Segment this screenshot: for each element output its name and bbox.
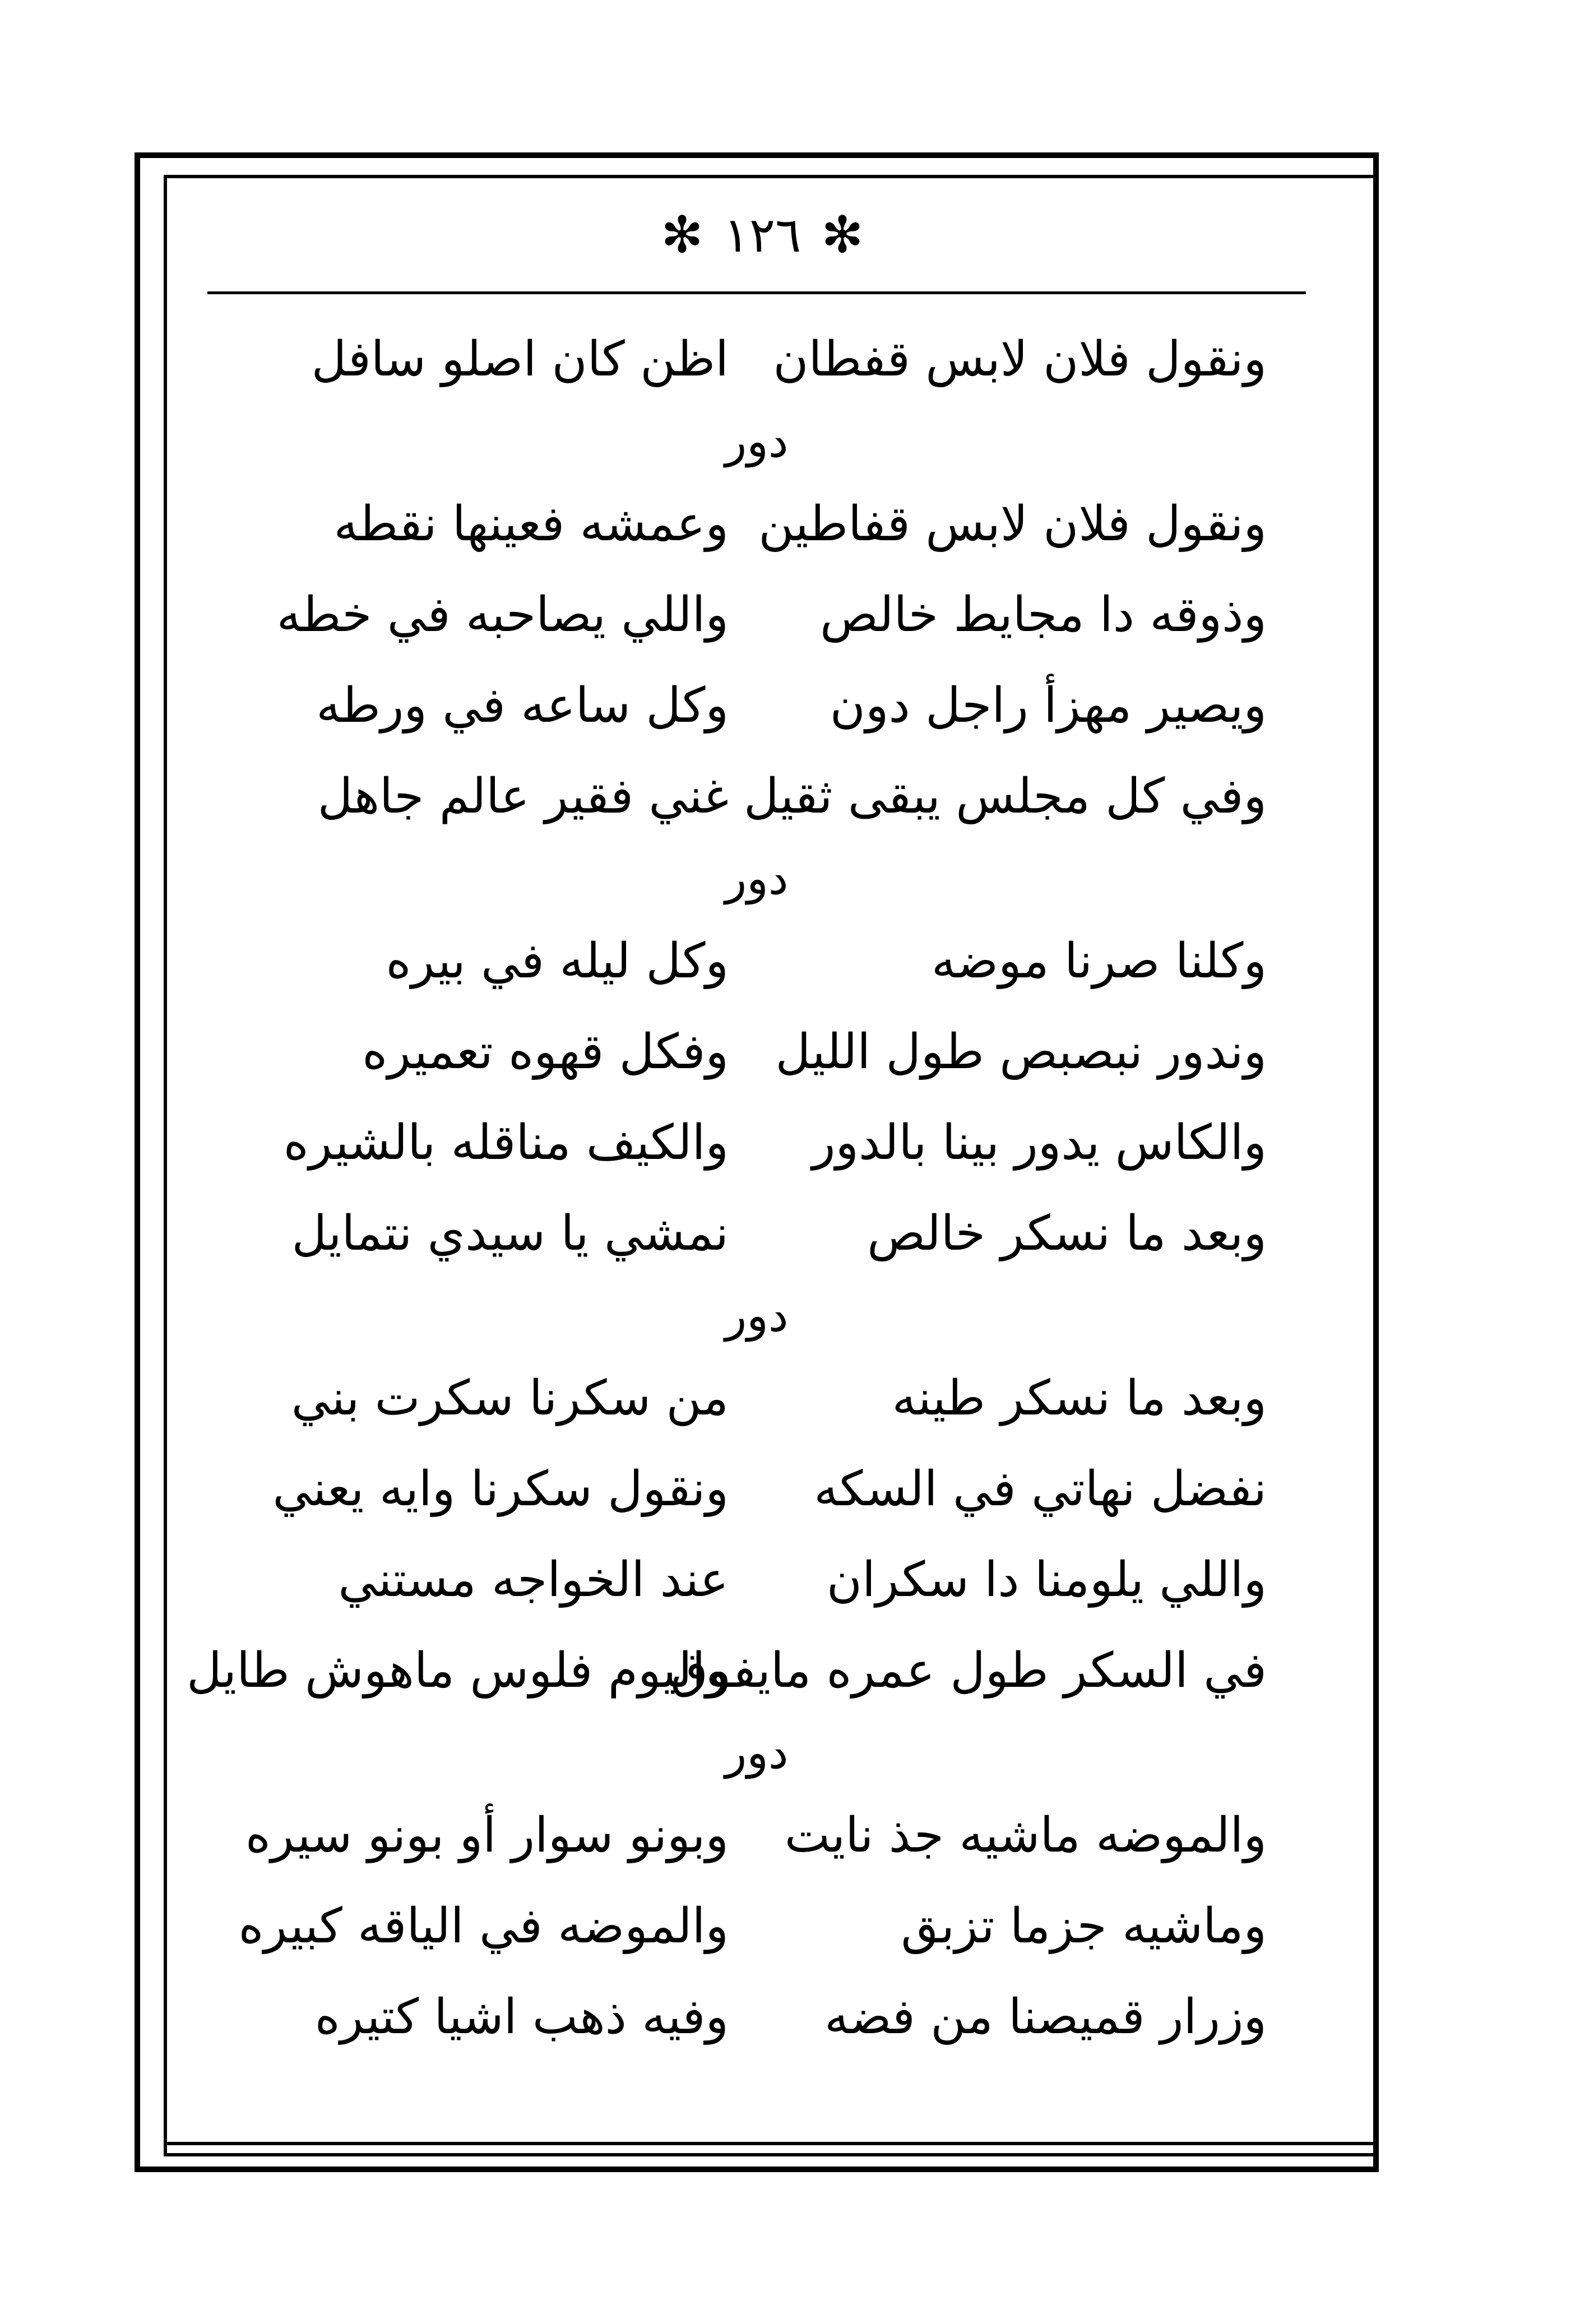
verse (247, 1188, 1267, 1279)
poem (187, 314, 1267, 2062)
second-hemistich: وكل ليله في بيره (386, 933, 729, 989)
second-hemistich: والموضه في الياقه كبيره (238, 1898, 729, 1954)
first-hemistich: ونقول فلان لابس قفاطين (758, 496, 1267, 552)
section-label: دور (725, 415, 789, 467)
verse (238, 1881, 1267, 1972)
second-hemistich: واللي يصاحبه في خطه (276, 587, 729, 643)
second-hemistich: والكيف مناقله بالشيره (283, 1115, 729, 1171)
first-hemistich: ويصير مهزأ راجل دون (830, 678, 1267, 734)
first-hemistich: في السكر طول عمره مايفوق (670, 1643, 1267, 1699)
first-hemistich: والكاس يدور بينا بالدور (812, 1115, 1267, 1171)
first-hemistich: نفضل نهاتي في السكه (814, 1461, 1267, 1517)
section-label: دور (725, 852, 789, 904)
second-hemistich: عند الخواجه مستني (338, 1552, 729, 1608)
verse (247, 1534, 1267, 1625)
first-hemistich: وفي كل مجلس يبقى ثقيل (743, 768, 1267, 824)
verse (187, 1625, 1267, 1716)
section-label: دور (725, 1727, 789, 1779)
verse (247, 1444, 1267, 1534)
second-hemistich: وكل ساعه في ورطه (316, 678, 729, 734)
verse (247, 1972, 1267, 2062)
verse (247, 479, 1267, 569)
opening-verse (247, 314, 1267, 405)
second-hemistich: وبونو سوار أو بونو سيره (245, 1807, 729, 1863)
first-hemistich: ونقول فلان لابس قفطان (773, 331, 1267, 387)
first-hemistich: وبعد ما نسكر طينه (892, 1370, 1267, 1426)
page-header (213, 196, 1312, 275)
second-hemistich: وفيه ذهب اشيا كتيره (314, 1989, 729, 2045)
first-hemistich: وزرار قميصنا من فضه (824, 1989, 1267, 2045)
verse (247, 660, 1267, 751)
first-hemistich: وبعد ما نسكر خالص (867, 1205, 1267, 1261)
ornament-right-icon: ✻ (821, 206, 864, 265)
ornament-left-icon: ✻ (661, 206, 703, 265)
second-hemistich: ونقول سكرنا وايه يعني (272, 1461, 729, 1517)
page-frame-bottom-rule (164, 2142, 1379, 2145)
first-hemistich: واللي يلومنا دا سكران (826, 1552, 1267, 1608)
first-hemistich: وماشيه جزما تزبق (901, 1898, 1267, 1954)
first-hemistich: وكلنا صرنا موضه (931, 933, 1267, 989)
section-label: دور (725, 1289, 789, 1342)
verse (247, 916, 1267, 1006)
verse (247, 1790, 1267, 1881)
header-rule (207, 291, 1306, 294)
first-hemistich: وندور نبصبص طول الليل (775, 1024, 1267, 1080)
second-hemistich: غني فقير عالم جاهل (317, 768, 729, 824)
verse (247, 1353, 1267, 1444)
verse (247, 751, 1267, 842)
page-number: ١٢٦ (723, 207, 801, 263)
verse (247, 1097, 1267, 1188)
verse (247, 1006, 1267, 1097)
second-hemistich: من سكرنا سكرت بني (291, 1370, 729, 1426)
second-hemistich: وعمشه فعينها نقطه (333, 496, 729, 552)
second-hemistich: اظن كان اصلو سافل (311, 331, 729, 387)
first-hemistich: والموضه ماشيه جذ نايت (784, 1807, 1267, 1863)
second-hemistich: واليوم فلوس ماهوش طايل (187, 1643, 729, 1699)
verse (247, 569, 1267, 660)
second-hemistich: نمشي يا سيدي نتمايل (291, 1205, 729, 1261)
first-hemistich: وذوقه دا مجايط خالص (819, 587, 1267, 643)
second-hemistich: وفكل قهوه تعميره (362, 1024, 729, 1080)
